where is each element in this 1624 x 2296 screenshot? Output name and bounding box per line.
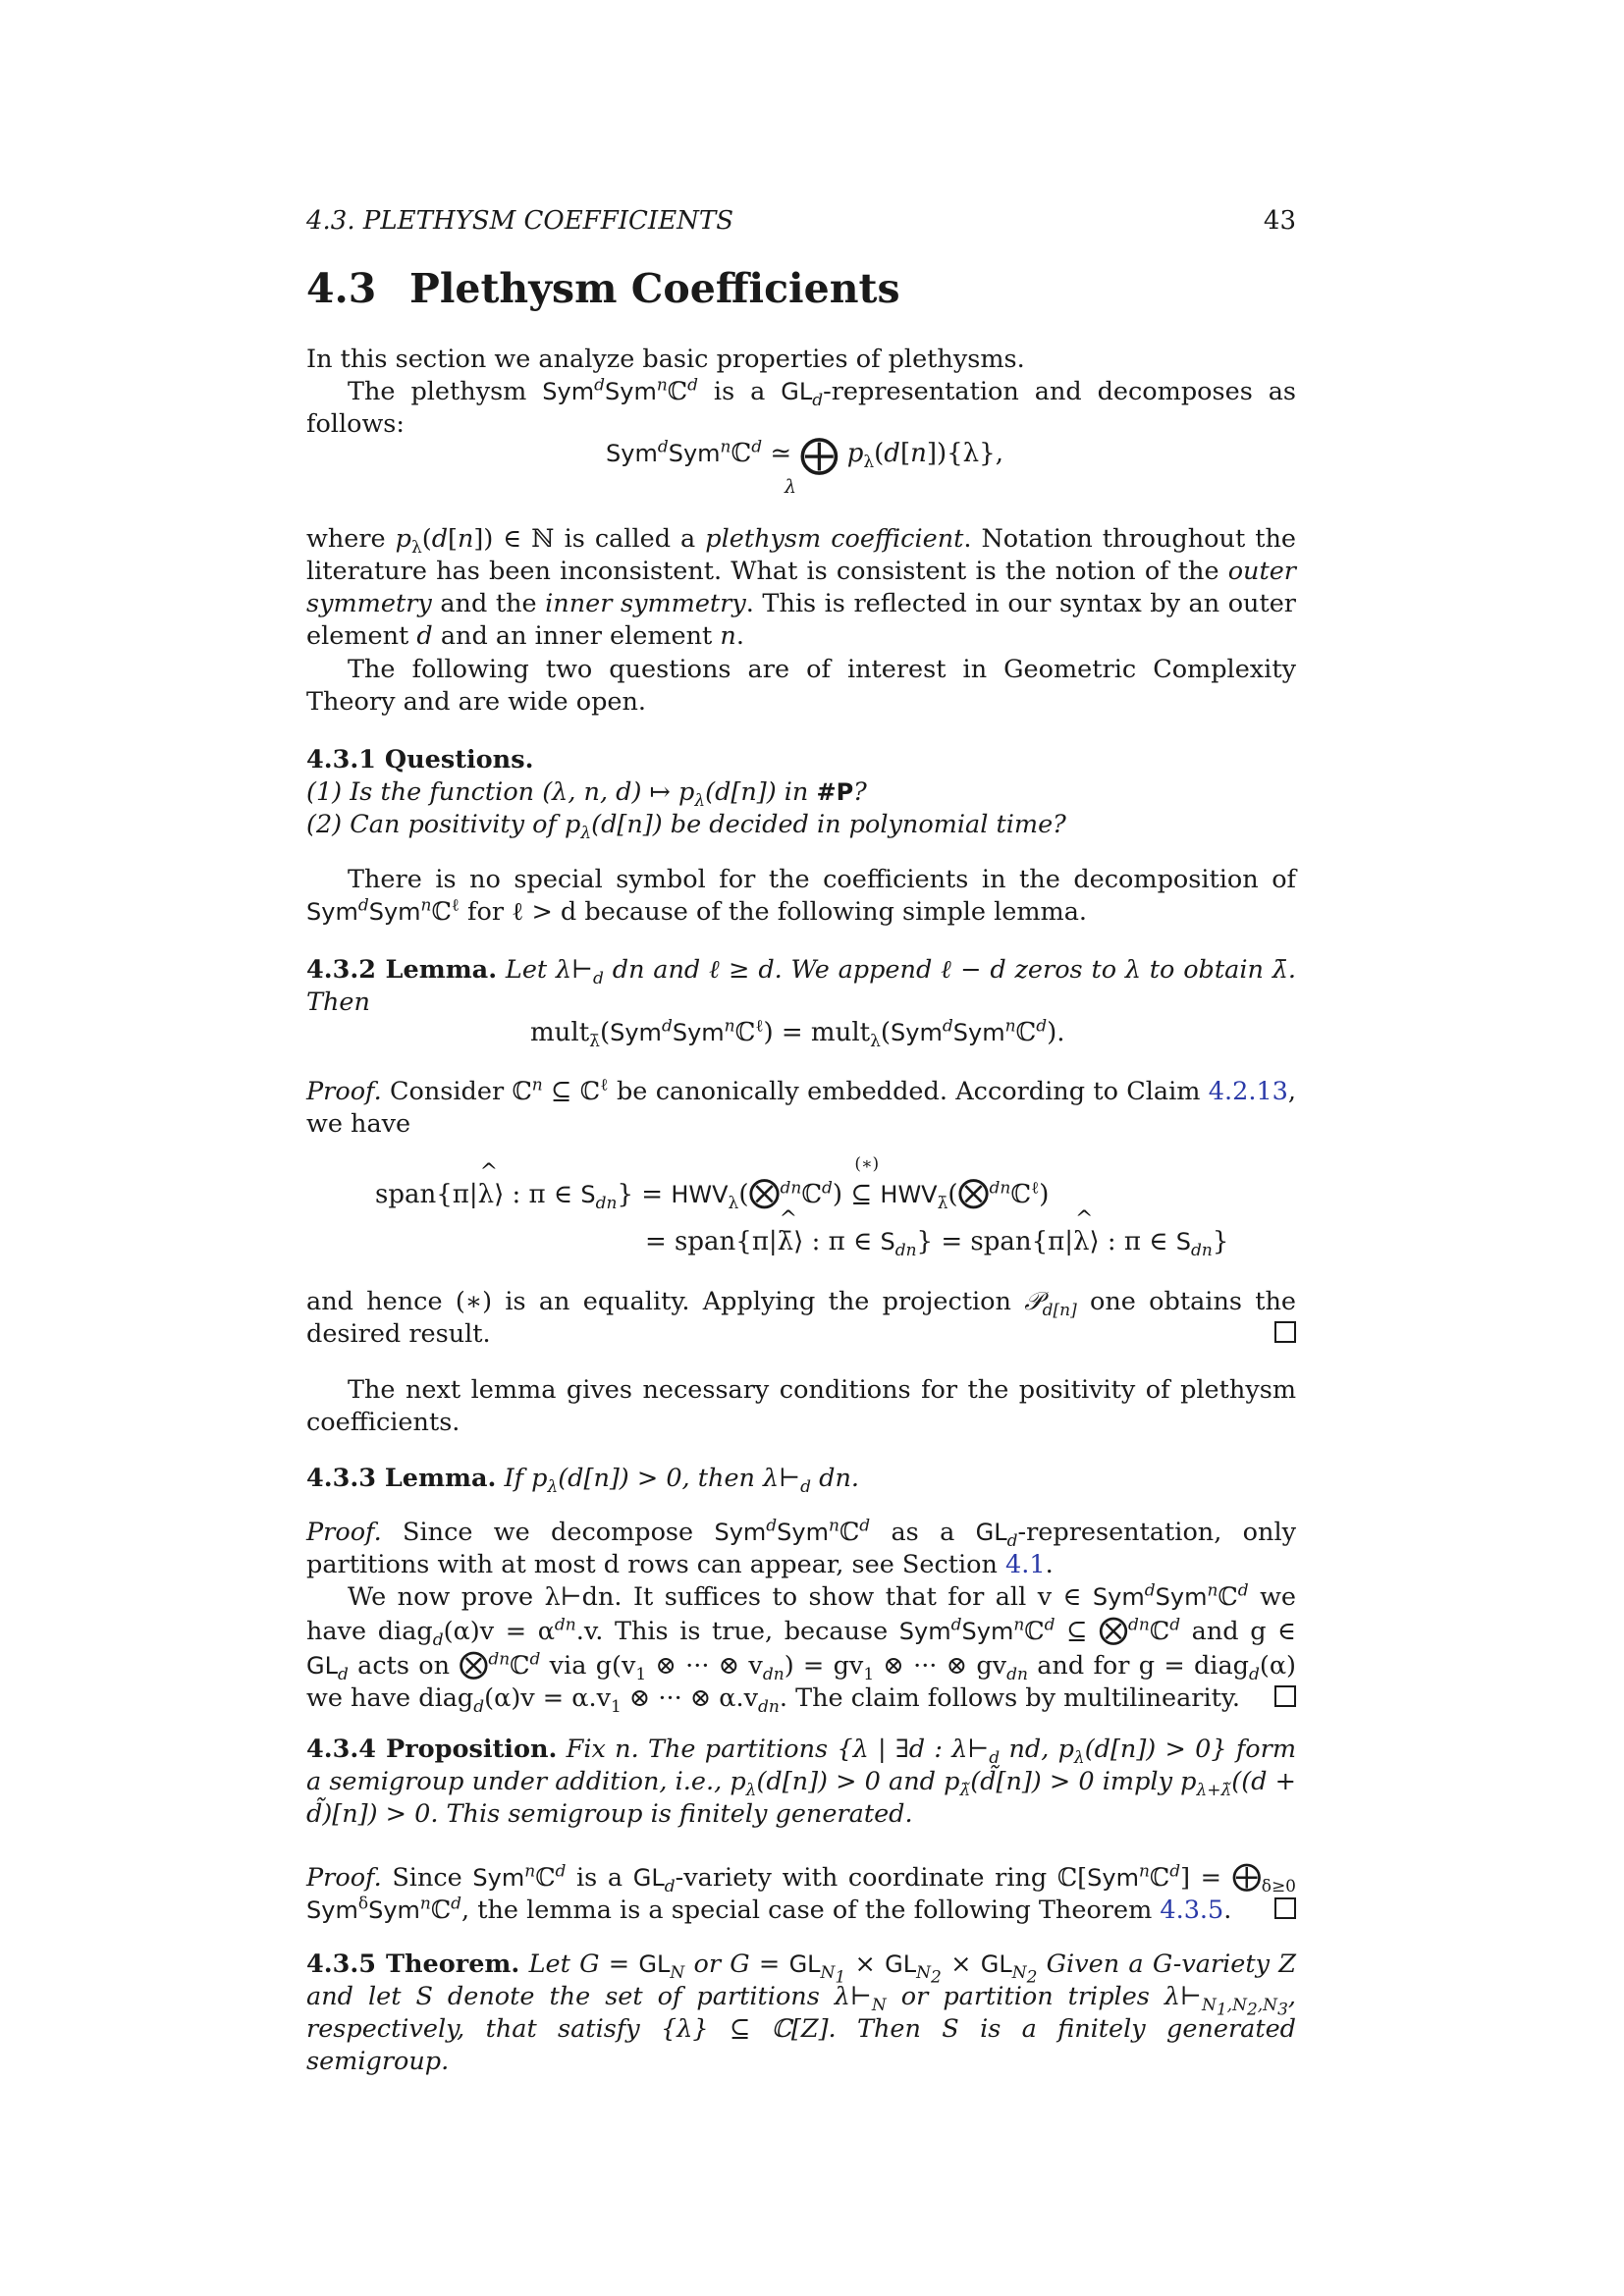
sum-index: λ	[785, 476, 797, 498]
text: (2) Can positivity of p	[306, 810, 581, 839]
text: (1) Is the function (λ, n, d) ↦ p	[306, 777, 695, 807]
text: and g ∈	[1180, 1617, 1297, 1646]
emphasis: outer symmetry	[306, 557, 1296, 618]
proof-2: Proof. Since we decompose Sym$^d$Sym$^n$ℂ$^d$ as a $GL_d$-representation, only partitions with at most d rows can appear, see Section 4.1.	[306, 1516, 1297, 1579]
section-number: 4.3	[306, 265, 377, 312]
text: We now prove λ⊢dn. It suffices to show that for all v ∈	[348, 1582, 1093, 1612]
proof-label: Proof.	[306, 1077, 382, 1106]
text: (d[n]) > 0, then λ⊢	[558, 1464, 801, 1493]
running-title: 4.3. PLETHYSM COEFFICIENTS	[306, 206, 734, 236]
text: we have diag	[306, 1582, 1296, 1646]
page-number: 43	[1263, 206, 1296, 236]
text: via g(v	[540, 1651, 636, 1681]
section-reference-link[interactable]: 4.1	[1005, 1550, 1046, 1579]
text: (α)v = α.v	[484, 1683, 611, 1713]
text: .	[735, 621, 744, 651]
text: Consider ℂ	[381, 1077, 532, 1106]
question-2: (2) Can positivity of $p_\lambda(d[n])$ be decided in polynomial time?	[306, 810, 1066, 844]
where-paragraph: where $p_\lambda(d[n])$ ∈ ℕ is called a plethysm coefficient. Notation throughout the literature has been inconsistent. What is consistent is the notion of the outer symmetry and the inner symmetry. This is reflected in our syntax by an outer element d and an inner element n.	[306, 524, 1296, 651]
proof-3: Proof. Since Sym$^n$ℂ$^d$ is a $GL_d$-variety with coordinate ring ℂ[Sym$^n$ℂ$^d$] = $⨁_{\delta\ge 0}$ Sym$^\delta$Sym$^n$ℂ$^d$, the lemma is a special case of the following Theorem 4.3.5.	[306, 1859, 1296, 1925]
complexity-class: #P	[816, 778, 854, 806]
section-title-text: Plethysm Coefficients	[409, 265, 900, 312]
text: where	[306, 524, 396, 554]
text: , the lemma is a special case of the following Theorem	[461, 1896, 1161, 1925]
proposition-4-3-4: 4.3.4 Proposition. Fix n. The partitions {λ | ∃d : $\lambda⊢_d$ nd, $p_\lambda(d[n]) > 0$} form a semigroup under addition, i.e., $p_\lambda(d[n]) > 0$ and $p_{\lambdã}(d̃[n]) > 0$ imply $p_{\lambda+\lambdã}((d$ + d̃)[n]) > 0. This semigroup is finitely generated.	[306, 1735, 1296, 1829]
text: , we have	[306, 1077, 1297, 1139]
text: Let λ⊢	[497, 955, 594, 985]
text: Given a G-variety Z and let S denote the set of partitions λ⊢	[306, 1949, 1297, 2011]
text: Since	[381, 1863, 473, 1893]
text: is a	[697, 377, 782, 406]
we-now-prove-paragraph: We now prove λ⊢dn. It suffices to show that for all v ∈ Sym$^d$Sym$^n$ℂ$^d$ we have diag$_d$(α)v = $\alpha^{dn}.v$. This is true, because Sym$^d$Sym$^n$ℂ$^d$ ⊆ ⨂$^{dn}$ℂ$^d$ and g ∈ $GL_d$ acts on ⨂$^{dn}$ℂ$^d$ via $g(v_1$ ⊗ ··· ⊗ $v_{dn}) = gv_1$ ⊗ ··· ⊗ $gv_{dn}$ and for g = diag$_d$(α) we have diag$_d$(α)v = $\alpha.v_1$ ⊗ ··· ⊗ $\alpha.v_{dn}$. The claim follows by multilinearity.	[306, 1580, 1297, 1718]
theorem-4-3-5: 4.3.5 Theorem. Let $G = GL_N$ or $G = GL_{N_1} \times GL_{N_2} \times GL_{N_2}$ Given a G-variety Z and let S denote the set of partitions $\lambda⊢_N$ or partition triples $\lambda⊢_{N_1,N_2,N_3}$, respectively, that satisfy {λ} ⊆ ℂ[Z]. Then S is a finitely generated semigroup.	[306, 1949, 1297, 2076]
text: ⊗ ··· ⊗ α.v	[621, 1683, 759, 1713]
text: one obtains the desired result.	[306, 1287, 1296, 1349]
theorem-heading: 4.3.5 Theorem.	[306, 1949, 520, 1979]
text: nd, p	[1000, 1735, 1074, 1764]
text: as a	[870, 1518, 976, 1547]
text: ⊗ ··· ⊗ gv	[874, 1651, 1007, 1681]
text: Fix n. The partitions {λ | ∃d : λ⊢	[557, 1735, 990, 1764]
text: . The claim follows by multilinearity.	[779, 1683, 1241, 1713]
lemma-heading: 4.3.2 Lemma.	[306, 955, 498, 985]
text: (d[n]) be decided in polynomial time?	[591, 810, 1066, 839]
text: . This is reflected in our syntax by an outer element	[306, 589, 1296, 651]
proof-label: Proof.	[306, 1518, 382, 1547]
no-special-symbol-paragraph: There is no special symbol for the coefficients in the decomposition of Sym$^d$Sym$^n$ℂ$^\ell$ for ℓ > d because of the following simple lemma.	[306, 865, 1296, 927]
proof-label: Proof.	[306, 1863, 382, 1893]
text: dn.	[811, 1464, 860, 1493]
span-equation-line-1: span{π|^ λ⟩ : π ∈ $S_{dn}$} = $HWV_\lambda(⨂^{dn}ℂ^d)$ ⊆ (∗) $HWV_{\lambdā}(⨂^{dn}ℂ^\ell)$	[375, 1173, 1049, 1210]
text: There is no special symbol for the coefficients in the decomposition of	[348, 865, 1296, 894]
text: acts on	[348, 1651, 460, 1681]
span-equation-line-2: = span{π|^ λ̄⟩ : π ∈ $S_{dn}$} = span{π|^ λ⟩ : π ∈ $S_{dn}$}	[645, 1227, 1228, 1256]
qed-symbol	[1274, 1685, 1296, 1707]
text: The plethysm	[348, 377, 543, 406]
text: ⊆	[1055, 1617, 1100, 1646]
text: and hence (∗) is an equality. Applying the projection	[306, 1287, 1025, 1316]
theorem-reference-link[interactable]: 4.3.5	[1160, 1896, 1224, 1925]
question-1: (1) Is the function (λ, n, d) ↦ $p_\lambda(d[n])$ in #P?	[306, 777, 867, 812]
text: and an inner element	[432, 621, 721, 651]
lemma-4-3-2: 4.3.2 Lemma. Let $\lambda⊢_d$ dn and ℓ ≥ d. We append ℓ − d zeros to λ to obtain λ̄. Then	[306, 955, 1296, 1017]
text: be canonically embedded. According to Claim	[608, 1077, 1209, 1106]
hence-paragraph: and hence (∗) is an equality. Applying the projection 𝒫$_{d[n]}$ one obtains the desired result.	[306, 1287, 1296, 1349]
text: -representation, only partitions with at most d rows can appear, see Section	[306, 1518, 1297, 1579]
text: , respectively, that satisfy {λ} ⊆ ℂ[Z]. Then S is a finitely generated semigroup.	[306, 1982, 1296, 2076]
text: or partition triples λ⊢	[886, 1982, 1202, 2011]
text: -representation and decomposes as follows:	[306, 377, 1296, 439]
text: is a	[566, 1863, 633, 1893]
text: ⊆ ℂ	[542, 1077, 601, 1106]
text: -variety with coordinate ring ℂ[	[675, 1863, 1088, 1893]
text: ) = gv	[784, 1651, 864, 1681]
text: ?	[853, 777, 867, 807]
text: or G =	[684, 1949, 789, 1979]
text: and for g = diag	[1027, 1651, 1249, 1681]
section-title	[306, 265, 900, 312]
emphasis: plethysm coefficient	[705, 524, 964, 554]
decomposition-equation: Sym$^d$Sym$^n$ℂ$^d$ ≃ ⨁ $p_\lambda(d[n])\{\lambda\}$,	[606, 432, 1003, 477]
text: for ℓ > d because of the following simple lemma.	[459, 897, 1088, 927]
lemma-4-3-3: 4.3.3 Lemma. If $p_\lambda(d[n]) > 0$, then $\lambda⊢_d$ dn.	[306, 1464, 860, 1498]
proof-1: Proof. Consider ℂ$^n$ ⊆ ℂ$^\ell$ be canonically embedded. According to Claim 4.2.13, we have	[306, 1075, 1297, 1139]
next-lemma-paragraph: The next lemma gives necessary conditions for the positivity of plethysm coefficients.	[306, 1375, 1296, 1437]
questions-heading: 4.3.1 Questions.	[306, 745, 534, 774]
lemma-heading: 4.3.3 Lemma.	[306, 1464, 497, 1493]
text: (α) we have diag	[306, 1651, 1297, 1713]
qed-symbol	[1274, 1321, 1296, 1343]
text: ((d + d̃)[n]) > 0. This semigroup is finitely generated.	[306, 1767, 1296, 1829]
text: dn and ℓ ≥ d. We append ℓ − d zeros to λ to obtain λ̄. Then	[306, 955, 1296, 1017]
intro-paragraph	[306, 344, 1296, 376]
running-header	[306, 206, 1296, 236]
text: and the	[431, 589, 546, 618]
plethysm-paragraph: The plethysm Sym$^d$Sym$^n$ℂ$^d$ is a $GL_d$-representation and decomposes as follows:	[306, 375, 1296, 439]
text: is called a	[554, 524, 706, 554]
text: If p	[496, 1464, 548, 1493]
text: (α)v = α	[443, 1617, 555, 1646]
qed-symbol	[1274, 1897, 1296, 1919]
text: (d̃[n]) > 0 imply p	[970, 1767, 1197, 1796]
proposition-heading: 4.3.4 Proposition.	[306, 1735, 558, 1764]
emphasis: inner symmetry	[545, 589, 746, 618]
text: (d[n]) > 0} form a semigroup under addition, i.e., p	[306, 1735, 1296, 1796]
intro-line: In this section we analyze basic properties of plethysms.	[306, 345, 1025, 374]
text: . Notation throughout the literature has been inconsistent. What is consistent is the notion of the	[306, 524, 1296, 586]
text: ⊗ ··· ⊗ v	[646, 1651, 763, 1681]
text: Since we decompose	[381, 1518, 715, 1547]
text: .	[1223, 1896, 1232, 1925]
questions-block	[306, 744, 1296, 844]
multiplicity-equation: mult$_{\lambdā}$(Sym$^d$Sym$^n$ℂ$^\ell$) = mult$_\lambda$(Sym$^d$Sym$^n$ℂ$^d$).	[530, 1016, 1065, 1052]
text: (d[n]) in	[705, 777, 817, 807]
text: ] =	[1180, 1863, 1232, 1893]
claim-reference-link[interactable]: 4.2.13	[1208, 1077, 1288, 1106]
text: Let G =	[519, 1949, 639, 1979]
following-paragraph: The following two questions are of interest in Geometric Complexity Theory and are wide open.	[306, 655, 1296, 717]
text: .	[1045, 1550, 1054, 1579]
text: .v. This is true, because	[575, 1617, 899, 1646]
text: (d[n]) > 0 and p	[756, 1767, 960, 1796]
